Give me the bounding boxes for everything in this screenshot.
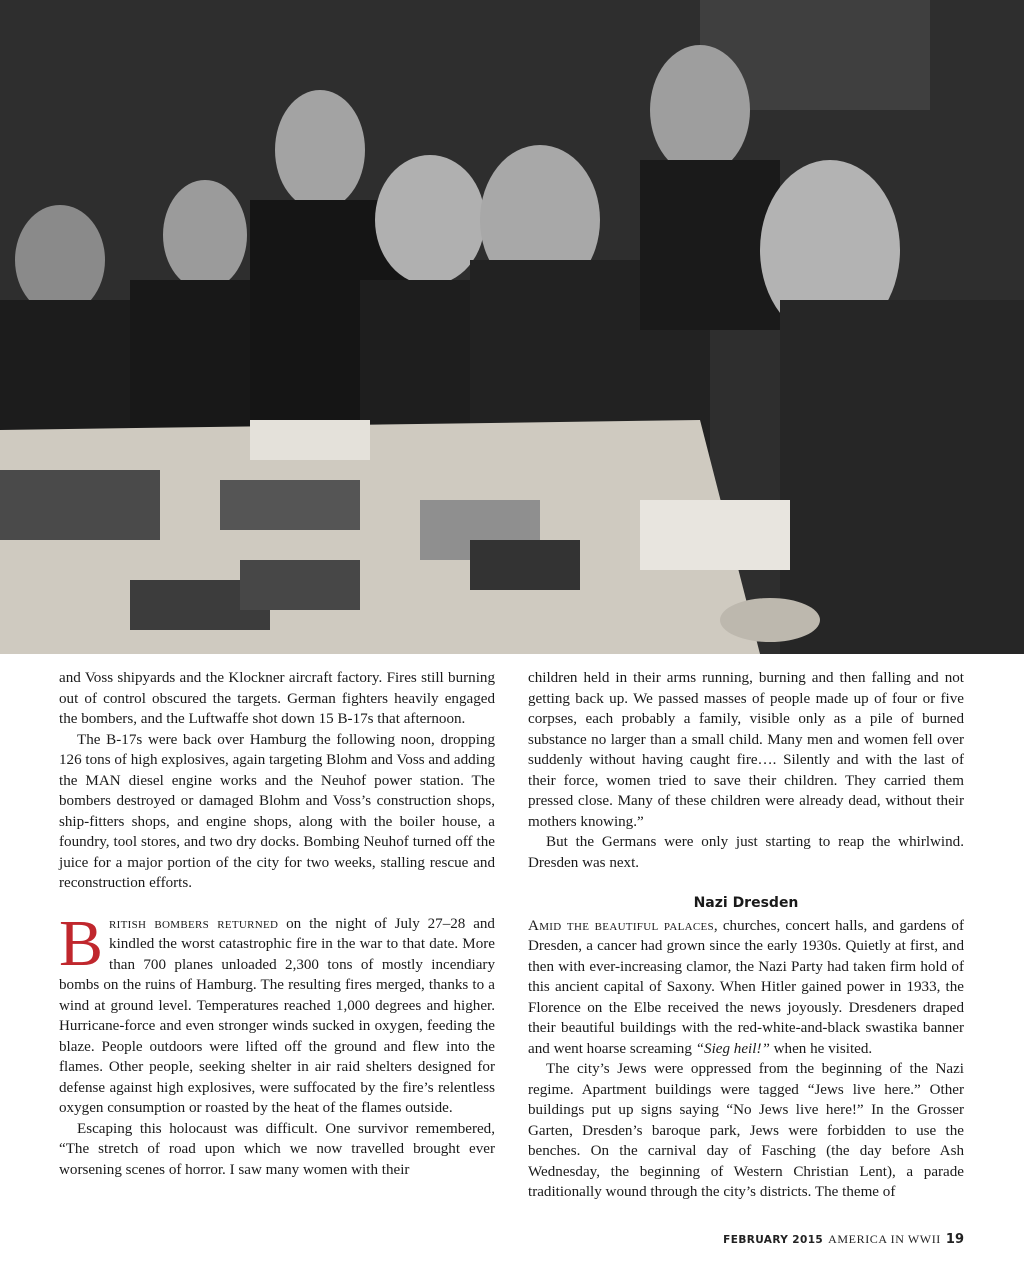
page-footer bbox=[723, 1232, 964, 1247]
paragraph-text: on the night of July 27–28 and kindled the worst catastrophic fire in the war to that date. More than 700 planes unloaded 2,300 tons of mostly incendiary bombs on the ruins of Hamburg. The resulting fires merged, thanks to a wind at ground level. Temperatures reached 1,000 degrees and higher. Hurricane-force and even stronger winds sucked in oxygen, feeding the blaze. People outdoors were lifted off the ground and flew into the flames. Other people, seeking shelter in air raid shelters designed for defense against high explosives, were suffocated by the fire’s relentless oxygen consumption or roasted by the heat of the flames outside. bbox=[59, 915, 495, 1116]
paragraph: The city’s Jews were oppressed from the beginning of the Nazi regime. Apartment buildings were tagged “Jews live here.” Other buildings put up signs saying “No Jews live here!” In the Grosser Garten, Dresden’s baroque park, Jews were forbidden to use the benches. On the carnival day of Fasching (the day before Ash Wednesday, the beginning of Western Christian Lent), a parade traditionally wound through the city’s districts. The theme of bbox=[528, 1061, 964, 1200]
italic-quote: “Sieg heil!” bbox=[695, 1040, 770, 1057]
magazine-name: AMERICA IN WWII bbox=[828, 1232, 941, 1246]
article-column-left bbox=[59, 668, 495, 1180]
lead-in-smallcaps: ritish bombers returned bbox=[109, 915, 279, 932]
article-column-right bbox=[528, 668, 964, 1203]
issue-date: FEBRUARY 2015 bbox=[723, 1234, 824, 1246]
page-number: 19 bbox=[945, 1232, 964, 1247]
lead-in-smallcaps: Amid the beautiful palaces bbox=[528, 917, 714, 934]
paragraph: Escaping this holocaust was difficult. One survivor remembered, “The stretch of road upon which we now travelled brought ever worsening scenes of horror. I saw many women with their bbox=[59, 1120, 495, 1178]
paragraph-text: when he visited. bbox=[769, 1040, 873, 1057]
drop-cap: B bbox=[59, 906, 104, 980]
section-subheading: Nazi Dresden bbox=[693, 895, 799, 911]
paragraph: children held in their arms running, burning and then falling and not getting back up. We passed masses of people made up of four or five corpses, each probably a family, visible only as a pile of burned substance no larger than a small child. Many men and women fell over suddenly without having caught fire…. Silently and with the last of their force, women tried to save their children. They carried them pressed close. Many of these children were already dead, without their mothers knowing.” bbox=[528, 670, 964, 830]
paragraph: The B-17s were back over Hamburg the following noon, dropping 126 tons of high explosives, again targeting Blohm and Voss and adding the MAN diesel engine works and the Neuhof power station. The bombers destroyed or damaged Blohm and Voss’s construction shops, ship-fitters shops, and engine shops, along with the boiler house, a foundry, tool stores, and two dry docks. Bombing Neuhof turned off the juice for a major portion of the city for two weeks, stalling rescue and reconstruction efforts. bbox=[59, 731, 496, 891]
paragraph: But the Germans were only just starting to reap the whirlwind. Dresden was next. bbox=[528, 834, 964, 871]
paragraph: and Voss shipyards and the Klockner aircraft factory. Fires still burning out of control obscured the targets. German fighters heavily engaged the bombers, and the Luftwaffe shot down 15 B-17s that afternoon. bbox=[59, 670, 495, 727]
paragraph-with-dropcap bbox=[59, 906, 495, 1119]
paragraph bbox=[528, 916, 964, 1060]
paragraph-text: , churches, concert halls, and gardens of Dresden, a cancer had grown since the early 1930s. Quietly at first, and then with ever-increasing clamor, the Nazi Party had taken firm hold of this ancient capital of Saxony. When Hitler gained power in 1933, the Florence on the Elbe received the news joyously. Dresdeners draped their beautiful buildings with the red-white-and-black swastika banner and went hoarse screaming bbox=[528, 917, 964, 1057]
